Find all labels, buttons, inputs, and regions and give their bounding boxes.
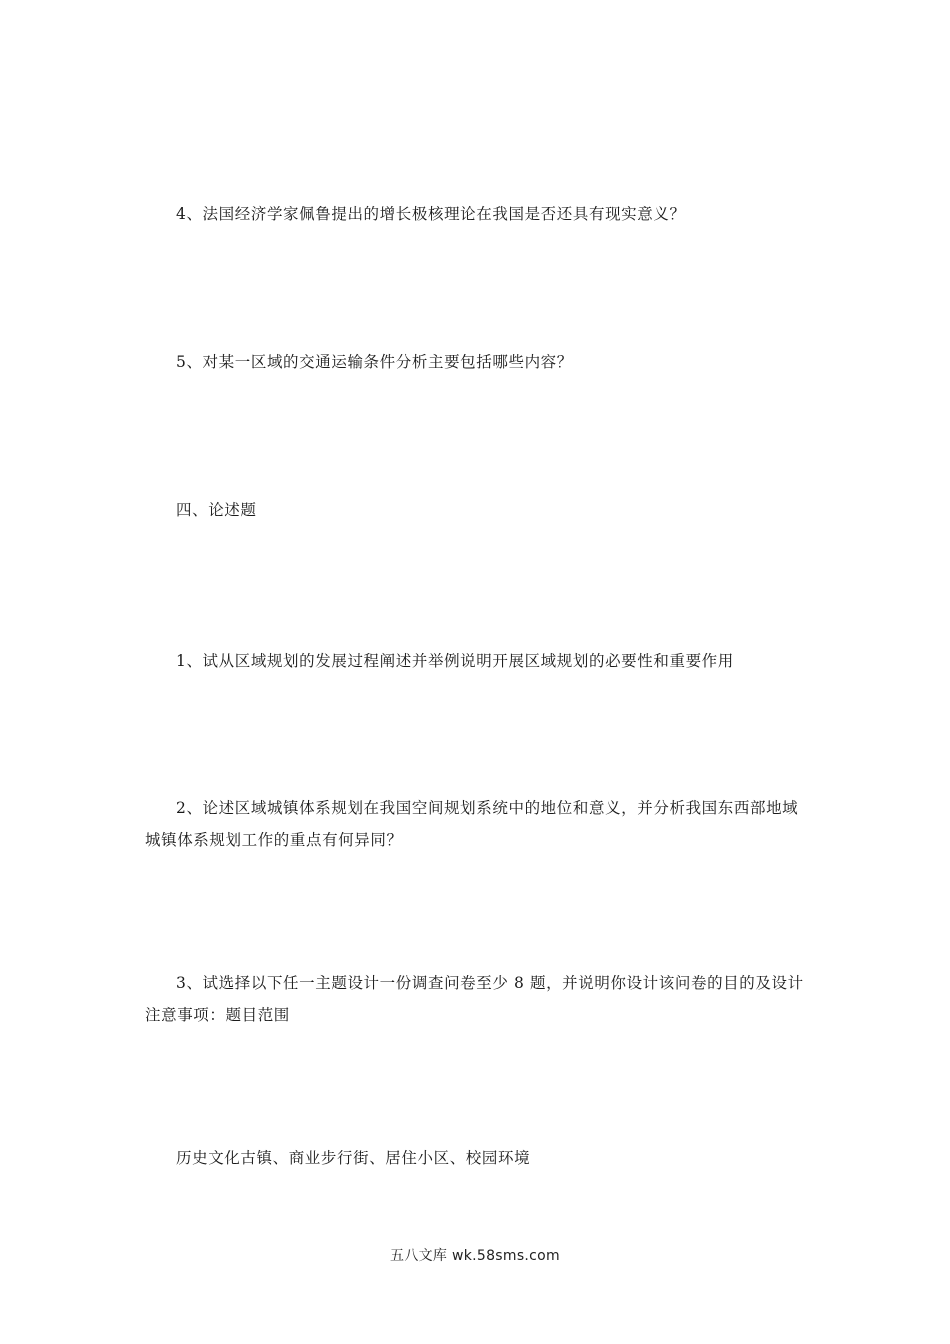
section-title: 四、论述题 (176, 501, 257, 519)
question-5: 5、对某一区域的交通运输条件分析主要包括哪些内容？ (176, 353, 573, 371)
essay-question-3: 3、试选择以下任一主题设计一份调查问卷至少 8 题，并说明你设计该问卷的目的及设计注意事项：题目范围 (145, 974, 804, 1024)
question-4: 4、法国经济学家佩鲁提出的增长极核理论在我国是否还具有现实意义？ (176, 205, 686, 223)
footer-watermark: 五八文库 wk.58sms.com (390, 1248, 560, 1264)
essay-question-1: 1、试从区域规划的发展过程阐述并举例说明开展区域规划的必要性和重要作用 (176, 652, 734, 670)
essay-question-2: 2、论述区域城镇体系规划在我国空间规划系统中的地位和意义，并分析我国东西部地域城镇体系规划工作的重点有何异同？ (145, 799, 799, 849)
topic-list: 历史文化古镇、商业步行街、居住小区、校园环境 (176, 1149, 531, 1167)
